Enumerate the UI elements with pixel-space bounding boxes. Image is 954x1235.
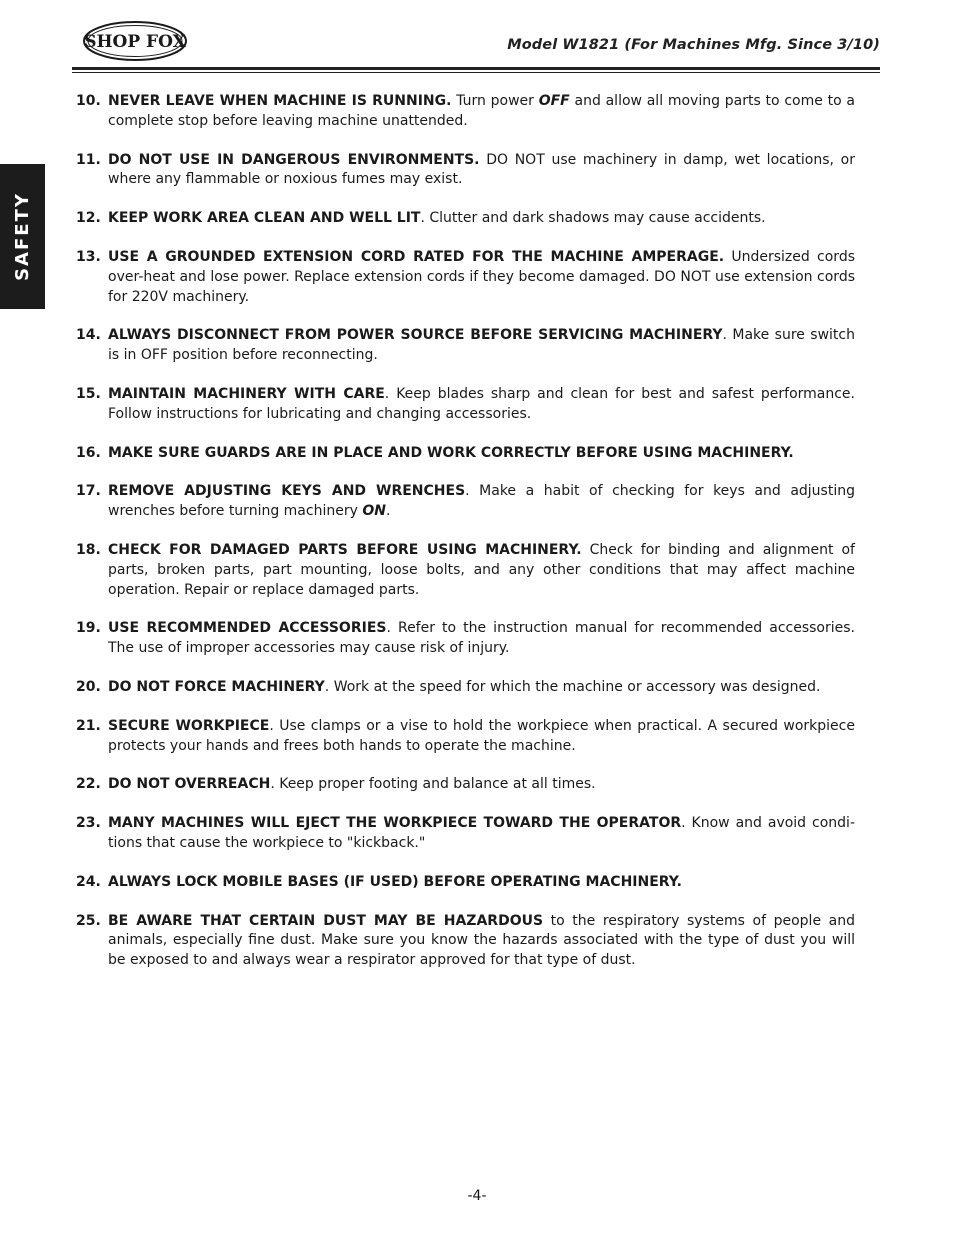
- rule-text: to the respiratory systems of people and animals, especially fine dust. Make sure you know the hazards associated with the type of dust you will be exposed to and always wear a respirator approved for that type of dust.: [108, 912, 855, 969]
- safety-rule-14: [0, 326, 954, 366]
- section-tab-label: SAFETY: [12, 192, 33, 281]
- safety-rule-20: [0, 678, 954, 698]
- safety-rule-10: [0, 92, 954, 132]
- rule-heading: MANY MACHINES WILL EJECT THE WORKPIECE TOWARD THE OPERATOR: [108, 815, 682, 832]
- rule-text: . Refer to the instruction manual for recommended accessories. The use of improper accessories may cause risk of injury.: [108, 620, 855, 657]
- rule-number: 21.: [76, 717, 101, 734]
- rule-heading: ALWAYS DISCONNECT FROM POWER SOURCE BEFORE SERVICING MACHINERY: [108, 327, 723, 344]
- rule-number: 13.: [76, 248, 101, 265]
- safety-rule-13: [0, 248, 954, 307]
- rule-text: . Keep proper footing and balance at all times.: [270, 776, 596, 793]
- rule-text: . Use clamps or a vise to hold the workpiece when practical. A secured workpiece protects your hands and frees both hands to operate the machine.: [108, 717, 855, 754]
- rule-number: 24.: [76, 873, 101, 890]
- safety-rule-18: [0, 541, 954, 600]
- page-number: -4-: [467, 1188, 487, 1204]
- logo-text: SHOP FOX: [84, 32, 186, 52]
- rule-number: 15.: [76, 385, 101, 402]
- safety-rule-19: [0, 619, 954, 659]
- header-rule-thick: [72, 67, 880, 70]
- rule-heading: CHECK FOR DAMAGED PARTS BEFORE USING MACHINERY.: [108, 541, 582, 558]
- rule-number: 19.: [76, 620, 101, 637]
- rule-text: . Keep blades sharp and clean for best and safest performance. Follow instructions for lubricating and changing accessories.: [108, 385, 855, 422]
- rule-number: 14.: [76, 327, 101, 344]
- safety-rule-25: [0, 912, 954, 971]
- rule-number: 18.: [76, 541, 101, 558]
- rule-heading: DO NOT USE IN DANGEROUS ENVIRONMENTS.: [108, 151, 480, 168]
- rule-heading: MAKE SURE GUARDS ARE IN PLACE AND WORK CORRECTLY BEFORE USING MACHINERY.: [108, 444, 794, 461]
- rule-text: Undersized cords over-heat and lose power. Replace extension cords if they become damaged. DO NOT use extension cords for 220V machinery.: [108, 248, 855, 305]
- rule-number: 20.: [76, 678, 101, 695]
- rule-heading: DO NOT OVERREACH: [108, 776, 271, 793]
- rule-text-continued: and allow all moving parts to come to a complete stop before leaving machine unattended.: [108, 93, 855, 129]
- rule-text-continued: .: [385, 503, 391, 520]
- rule-number: 10.: [76, 93, 101, 109]
- rule-emphasis: ON: [362, 503, 386, 520]
- safety-rule-12: [0, 209, 954, 229]
- manual-model-title: Model W1821 (For Machines Mfg. Since 3/10): [507, 37, 880, 53]
- rule-text: Check for binding and alignment of parts, broken parts, part mounting, loose bolts, and any other conditions that may affect machine operation. Repair or replace damaged parts.: [108, 541, 855, 598]
- rule-number: 16.: [76, 444, 101, 461]
- rule-heading: REMOVE ADJUSTING KEYS AND WRENCHES: [108, 483, 466, 500]
- rule-text: . Work at the speed for which the machine or accessory was designed.: [324, 678, 821, 695]
- safety-rule-17: [0, 482, 954, 522]
- safety-rule-24: [0, 873, 954, 893]
- safety-rule-11: [0, 151, 954, 191]
- rule-heading: NEVER LEAVE WHEN MACHINE IS RUNNING.: [108, 93, 452, 109]
- rule-text: . Make a habit of checking for keys and adjusting wrenches before turning machinery: [108, 483, 855, 520]
- rule-number: 17.: [76, 483, 101, 500]
- safety-rule-16: [0, 444, 954, 464]
- rule-heading: ALWAYS LOCK MOBILE BASES (IF USED) BEFORE OPERATING MACHINERY.: [108, 873, 682, 890]
- rule-number: 11.: [76, 151, 101, 168]
- safety-rules-list: [0, 92, 954, 990]
- rule-heading: SECURE WORKPIECE: [108, 717, 270, 734]
- rule-heading: MAINTAIN MACHINERY WITH CARE: [108, 385, 385, 402]
- rule-heading: KEEP WORK AREA CLEAN AND WELL LIT: [108, 210, 421, 227]
- rule-number: 23.: [76, 815, 101, 832]
- rule-text: . Clutter and dark shadows may cause accidents.: [420, 210, 766, 227]
- rule-text: Turn power: [451, 93, 539, 109]
- rule-text: . Know and avoid condi-tions that cause the workpiece to "kickback.": [108, 815, 855, 851]
- rule-heading: BE AWARE THAT CERTAIN DUST MAY BE HAZARDOUS: [108, 912, 544, 929]
- rule-number: 22.: [76, 776, 101, 793]
- safety-rule-23: [0, 814, 954, 854]
- rule-heading: USE A GROUNDED EXTENSION CORD RATED FOR THE MACHINE AMPERAGE.: [108, 248, 725, 265]
- safety-rule-22: [0, 775, 954, 795]
- rule-emphasis: OFF: [538, 93, 570, 109]
- rule-text: DO NOT use machinery in damp, wet locations, or where any flammable or noxious fumes may exist.: [108, 151, 855, 188]
- rule-text: . Make sure switch is in OFF position before reconnecting.: [108, 327, 855, 364]
- rule-number: 12.: [76, 210, 101, 227]
- shop-fox-logo: [82, 20, 188, 62]
- header-rule-thin: [72, 72, 880, 73]
- safety-rule-15: [0, 385, 954, 425]
- rule-heading: DO NOT FORCE MACHINERY: [108, 678, 325, 695]
- rule-number: 25.: [76, 912, 101, 929]
- safety-rule-21: [0, 717, 954, 757]
- rule-heading: USE RECOMMENDED ACCESSORIES: [108, 620, 387, 637]
